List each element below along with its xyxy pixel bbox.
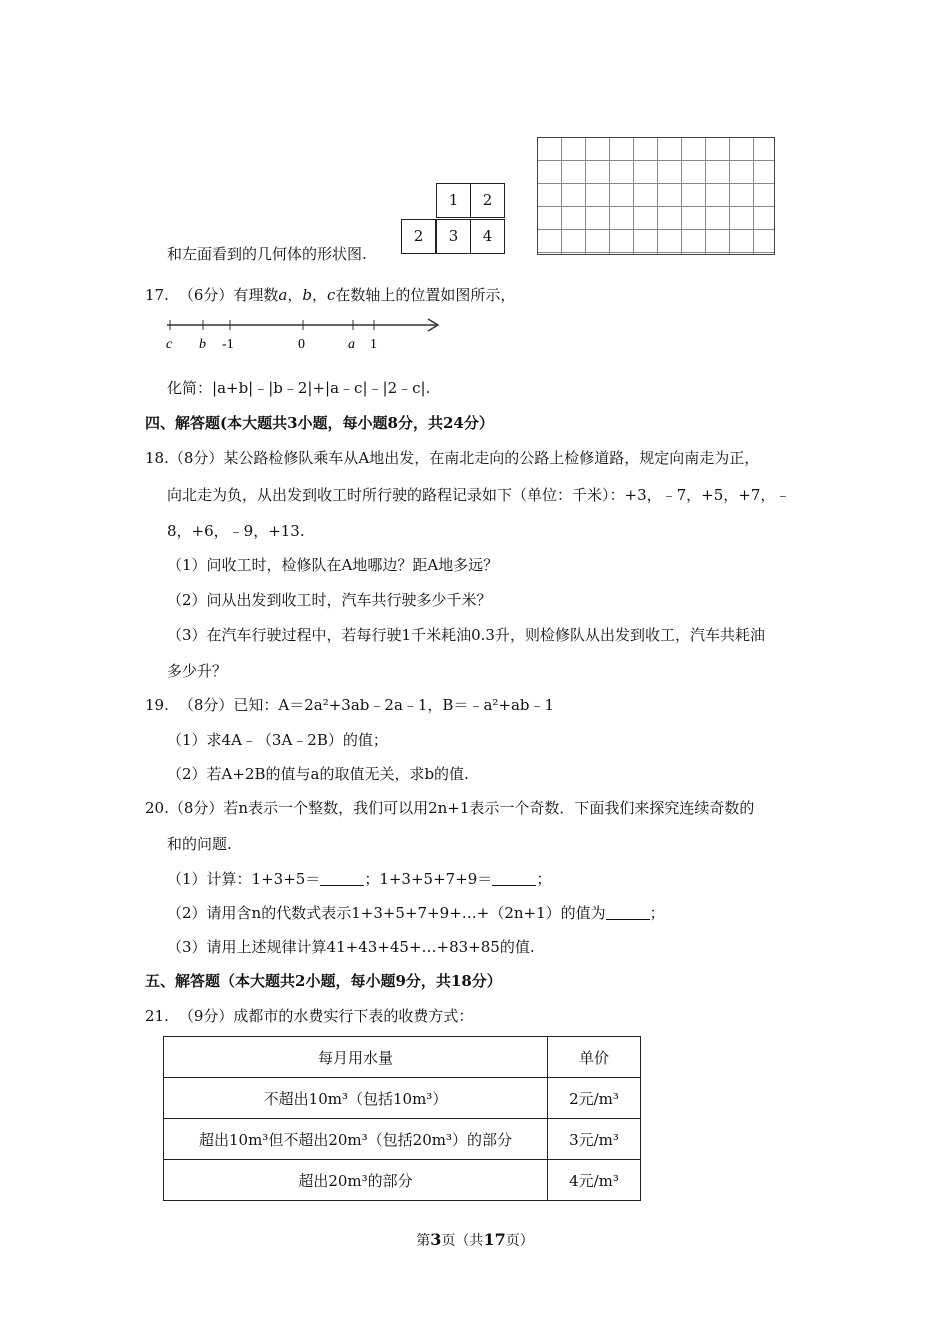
q19-sub2: （2）若A+2B的值与a的取值无关，求b的值.: [167, 765, 469, 783]
q18-line3: 8，+6，﹣9，+13.: [167, 522, 305, 540]
answer-blank-1[interactable]: [320, 871, 364, 886]
axis-label-0: 0: [298, 337, 305, 352]
q17-stem: 17. （6分）有理数a，b，c在数轴上的位置如图所示，: [145, 286, 516, 304]
q21-stem: 21. （9分）成都市的水费实行下表的收费方式：: [145, 1007, 474, 1025]
table-cell: 超出20m³的部分: [164, 1160, 548, 1201]
axis-label-c: c: [166, 337, 173, 352]
axis-label-b: b: [199, 337, 206, 352]
page-footer: 第3页（共17页）: [416, 1230, 534, 1249]
table-cell: 2元/m³: [548, 1078, 641, 1119]
table-row: [164, 1160, 641, 1201]
table-header-row: [164, 1037, 641, 1078]
q16-tail: 和左面看到的几何体的形状图.: [167, 245, 367, 263]
answer-blank-3[interactable]: [606, 905, 650, 920]
q19-sub1: （1）求4A﹣（3A﹣2B）的值；: [167, 731, 388, 749]
table-header: 单价: [548, 1037, 641, 1078]
q20-sub1: （1）计算：1+3+5＝ ；1+3+5+7+9＝ ；: [167, 870, 552, 888]
q18-sub2: （2）问从出发到收工时，汽车共行驶多少千米？: [167, 591, 492, 609]
table-row: [164, 1119, 641, 1160]
drawing-grid: [537, 137, 775, 255]
q18-sub3a: （3）在汽车行驶过程中，若每行驶1千米耗油0.3升，则检修队从出发到收工，汽车共耗油: [167, 626, 765, 644]
axis-label-a: a: [348, 337, 355, 352]
view-cell-1: 1: [436, 183, 471, 218]
answer-blank-2[interactable]: [492, 871, 536, 886]
table-row: [164, 1078, 641, 1119]
q20-line2: 和的问题.: [167, 835, 232, 853]
table-cell: 不超出10m³（包括10m³）: [164, 1078, 548, 1119]
q18-line1: 18.（8分）某公路检修队乘车从A地出发，在南北走向的公路上检修道路，规定向南走为正，: [145, 449, 760, 467]
water-fee-table: [163, 1036, 641, 1201]
view-cell-4: 3: [436, 219, 471, 254]
section-4-heading: 四、解答题(本大题共3小题，每小题8分，共24分）: [145, 414, 494, 432]
view-cell-5: 4: [470, 219, 505, 254]
q18-sub1: （1）问收工时，检修队在A地哪边？距A地多远？: [167, 556, 499, 574]
table-header: 每月用水量: [164, 1037, 548, 1078]
q18-line2: 向北走为负，从出发到收工时所行驶的路程记录如下（单位：千米）：+3，﹣7，+5，+7，﹣: [167, 486, 791, 504]
q20-line1: 20.（8分）若n表示一个整数，我们可以用2n+1表示一个奇数．下面我们来探究连续奇数的: [145, 799, 755, 817]
q19-stem: 19. （8分）已知：A＝2a²+3ab﹣2a﹣1，B＝﹣a²+ab﹣1: [145, 696, 555, 714]
number-line: [160, 314, 450, 354]
axis-label-1: 1: [370, 337, 377, 352]
table-cell: 超出10m³但不超出20m³（包括20m³）的部分: [164, 1119, 548, 1160]
view-cell-2: 2: [470, 183, 505, 218]
table-cell: 3元/m³: [548, 1119, 641, 1160]
table-cell: 4元/m³: [548, 1160, 641, 1201]
q18-sub3b: 多少升？: [167, 662, 228, 680]
axis-label-neg1: -1: [222, 337, 234, 352]
view-cell-3: 2: [401, 219, 436, 254]
q20-sub3: （3）请用上述规律计算41+43+45+…+83+85的值.: [167, 938, 535, 956]
q17-simplify: 化简：|a+b|﹣|b﹣2|+|a﹣c|﹣|2﹣c|.: [167, 379, 431, 397]
section-5-heading: 五、解答题（本大题共2小题，每小题9分，共18分）: [145, 972, 502, 990]
q20-sub2: （2）请用含n的代数式表示1+3+5+7+9+…+（2n+1）的值为 ；: [167, 904, 665, 922]
